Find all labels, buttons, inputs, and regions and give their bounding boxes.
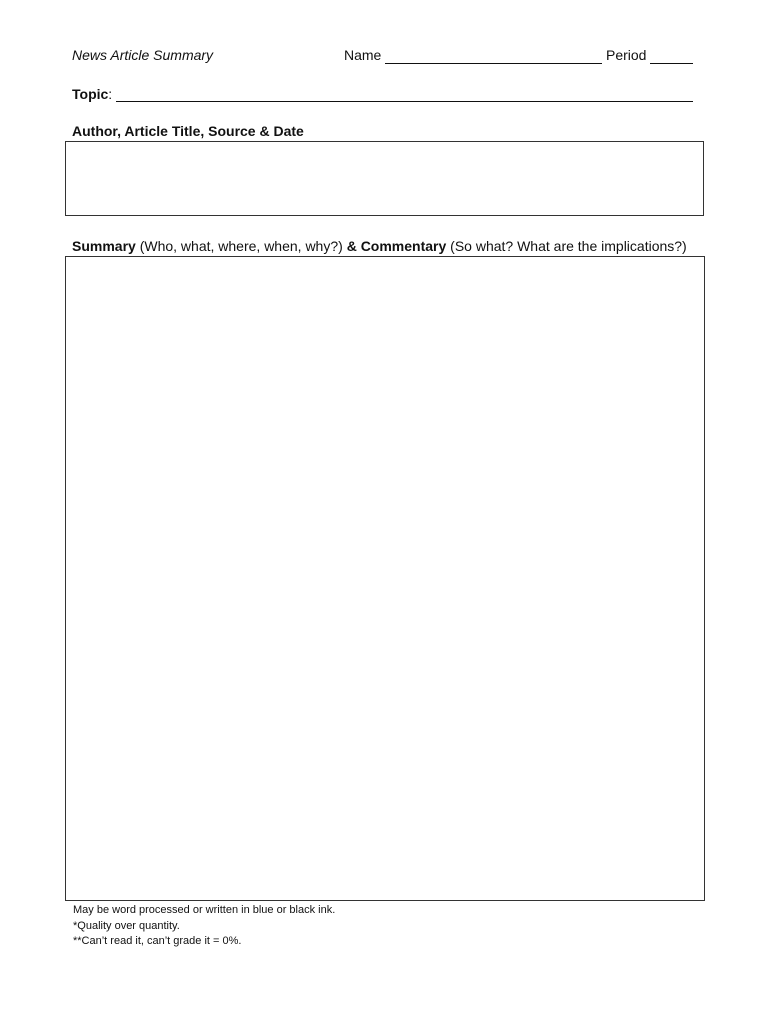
document-title: News Article Summary: [72, 47, 214, 63]
commentary-prompt: (So what? What are the implications?): [446, 238, 687, 254]
period-label: Period: [606, 47, 647, 63]
summary-commentary-box[interactable]: [65, 256, 705, 901]
commentary-label: & Commentary: [346, 238, 447, 254]
topic-field[interactable]: [116, 101, 693, 102]
summary-label: Summary: [72, 238, 136, 254]
name-label: Name: [344, 47, 382, 63]
author-source-box[interactable]: [65, 141, 704, 216]
note-item: *Quality over quantity.: [73, 919, 180, 932]
summary-section-heading: [72, 238, 687, 254]
topic-label-text: Topic: [72, 86, 109, 102]
period-field[interactable]: [650, 63, 693, 64]
note-item: **Can’t read it, can’t grade it = 0%.: [73, 935, 242, 947]
topic-colon: :: [108, 86, 113, 102]
summary-prompt: (Who, what, where, when, why?): [135, 238, 347, 254]
note-item: May be word processed or written in blue or black ink.: [73, 904, 336, 916]
author-section-heading: Author, Article Title, Source & Date: [72, 123, 304, 139]
footer-notes: [73, 903, 335, 950]
topic-label: [72, 86, 112, 102]
name-field[interactable]: [385, 63, 602, 64]
